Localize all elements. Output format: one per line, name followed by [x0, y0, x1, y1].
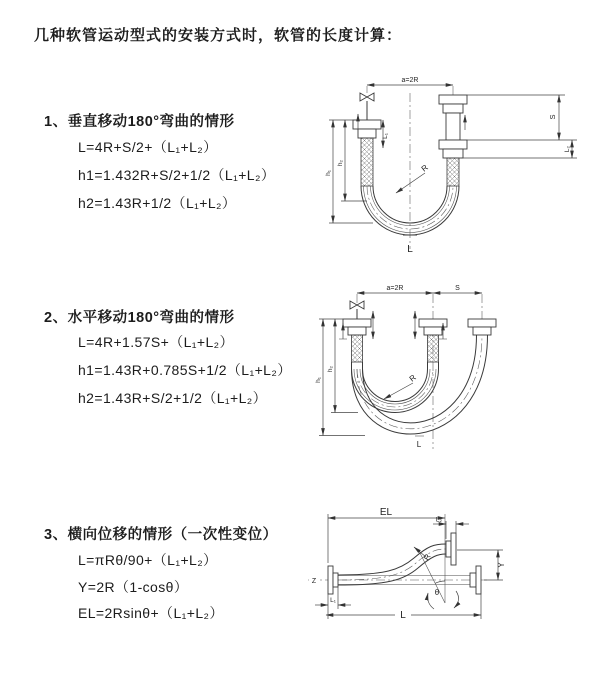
dim-label-h2: h₂	[337, 159, 344, 167]
radius-label: R	[407, 372, 418, 384]
dim-label-l1: L₁	[382, 133, 389, 139]
radius-label: R	[419, 162, 430, 174]
left-flange	[328, 566, 338, 594]
section3-heading: 3、横向位移的情形（一次性变位）	[44, 527, 278, 543]
section1-formula-h2: h2=1.43R+1/2（L₁+L₂）	[78, 195, 237, 211]
angle-label: θ	[434, 588, 440, 597]
section2-formula-h2: h2=1.43R+S/2+1/2（L₁+L₂）	[78, 390, 268, 406]
dim-label-l2: L₂	[564, 145, 571, 153]
angle-sweep-arrow-right	[454, 591, 459, 608]
right-flange	[470, 566, 481, 594]
dim-label-s: S	[548, 114, 557, 120]
section3-formula-Y: Y=2R（1-cosθ）	[78, 579, 189, 595]
right-fitting	[439, 95, 467, 158]
section3-formula-EL: EL=2Rsinθ+（L₁+L₂）	[78, 605, 224, 621]
radius-callout	[384, 373, 418, 399]
dim-label-h2: h₂	[327, 365, 334, 373]
hose-u-bend-moved	[352, 335, 488, 434]
braided-hose-right	[447, 158, 459, 186]
dim-label-a2r: a=2R	[401, 77, 419, 84]
section2-formula-h1: h1=1.43R+0.785S+1/2（L₁+L₂）	[78, 362, 292, 378]
dim-label-a2r: a=2R	[386, 285, 404, 292]
diagram-horizontal-180-bend	[310, 281, 590, 456]
radius-callout	[396, 163, 430, 193]
dim-label-h1: h₁	[325, 170, 332, 176]
dim-label-h1: h₁	[315, 377, 322, 383]
valve-icon	[360, 93, 374, 120]
section1-formula-L: L=4R+S/2+（L₁+L₂）	[78, 139, 218, 155]
length-label: L	[416, 440, 422, 449]
diagram-lateral-displacement	[300, 505, 590, 640]
angle-arc	[435, 581, 445, 583]
section1-heading: 1、垂直移动180°弯曲的情形	[44, 114, 235, 130]
valve-icon	[350, 301, 364, 319]
section2-heading: 2、水平移动180°弯曲的情形	[44, 310, 235, 326]
braided-hose-left	[361, 138, 373, 186]
page-title: 几种软管运动型式的安装方式时，软管的长度计算：	[34, 27, 403, 44]
braided-hose-middle	[428, 335, 439, 362]
length-label: L	[407, 244, 413, 255]
section1-formula-h1: h1=1.432R+S/2+1/2（L₁+L₂）	[78, 167, 276, 183]
moved-fitting	[468, 319, 496, 335]
section-mark: Z	[311, 578, 317, 585]
dim-label-l2: L₂	[435, 516, 443, 524]
dim-label-l: L	[400, 610, 406, 621]
hose-s-bend	[338, 544, 446, 585]
dim-label-y: Y	[497, 562, 506, 568]
hose-u-bend	[361, 186, 459, 235]
radius-label: R	[421, 552, 433, 562]
upper-flange	[446, 533, 456, 565]
angle-sweep-arrow-left	[428, 593, 434, 609]
dim-label-l1: L₁	[330, 597, 336, 604]
dim-label-s: S	[455, 285, 460, 292]
braided-hose-left	[352, 335, 363, 362]
left-fitting	[343, 319, 371, 335]
section2-formula-L: L=4R+1.57S+（L₁+L₂）	[78, 334, 234, 350]
diagram-vertical-180-bend	[315, 73, 590, 258]
dim-label-el: EL	[379, 507, 393, 518]
section3-formula-L: L=πRθ/90+（L₁+L₂）	[78, 552, 218, 568]
left-fitting	[353, 120, 381, 138]
